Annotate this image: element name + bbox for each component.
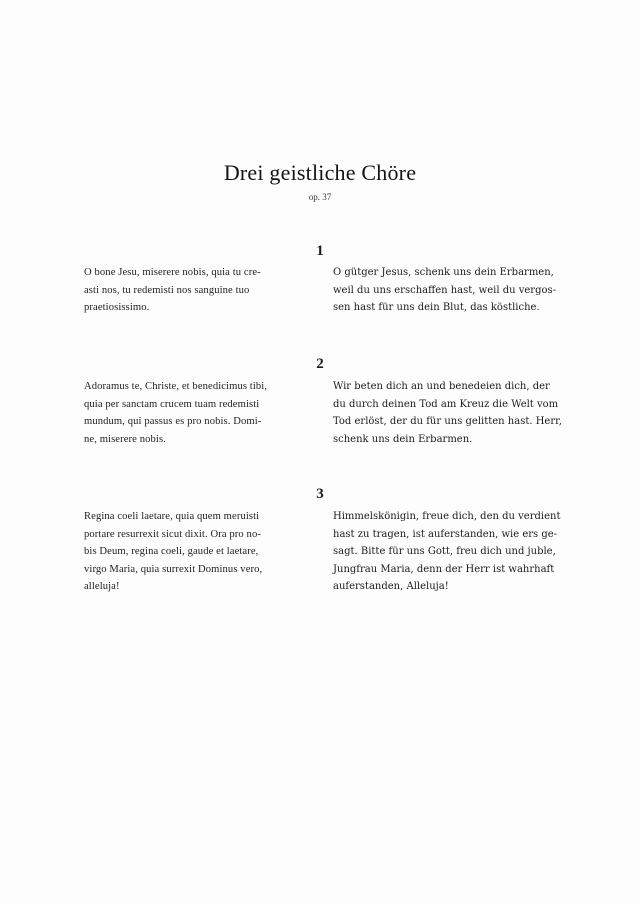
- latin-text-2: Adoramus te, Christe, et benedicimus tibi, quia per sanctam crucem tuam redemisti mundum, qui passus es pro nobis. Domi- ne, miserere nobis.: [84, 381, 268, 445]
- latin-text-1: O bone Jesu, miserere nobis, quia tu cre- asti nos, tu redemisti nos sanguine tuo praetiosissimo.: [84, 267, 261, 313]
- german-text-3: Himmelskönigin, freue dich, den du verdient hast zu tragen, ist auferstanden, wie ers ge- sagt. Bitte für uns Gott, freu dich und juble, Jungfrau Maria, denn der Herr ist wahrhaft auferstanden, Alleluja!: [333, 511, 561, 592]
- german-text-2: Wir beten dich an und benedeien dich, der du durch deinen Tod am Kreuz die Welt vom Tod erlöst, der du für uns gelitten hast. Herr, schenk uns dein Erbarmen.: [333, 381, 562, 445]
- section-number-2: 2: [316, 356, 324, 372]
- page-title: Drei geistliche Chöre: [223, 160, 417, 185]
- section-number-1: 1: [316, 243, 324, 259]
- german-text-1: O gütger Jesus, schenk uns dein Erbarmen, weil du uns erschaffen hast, weil du vergos- sen hast für uns dein Blut, das köstliche.: [333, 267, 557, 313]
- latin-text-3: Regina coeli laetare, quia quem meruisti portare resurrexit sicut dixit. Ora pro no- bis Deum, regina coeli, gaude et laetare, virgo Maria, quia surrexit Dominus vero, alleluja!: [84, 511, 263, 592]
- opus-number: op. 37: [308, 192, 332, 202]
- section-number-3: 3: [316, 486, 324, 502]
